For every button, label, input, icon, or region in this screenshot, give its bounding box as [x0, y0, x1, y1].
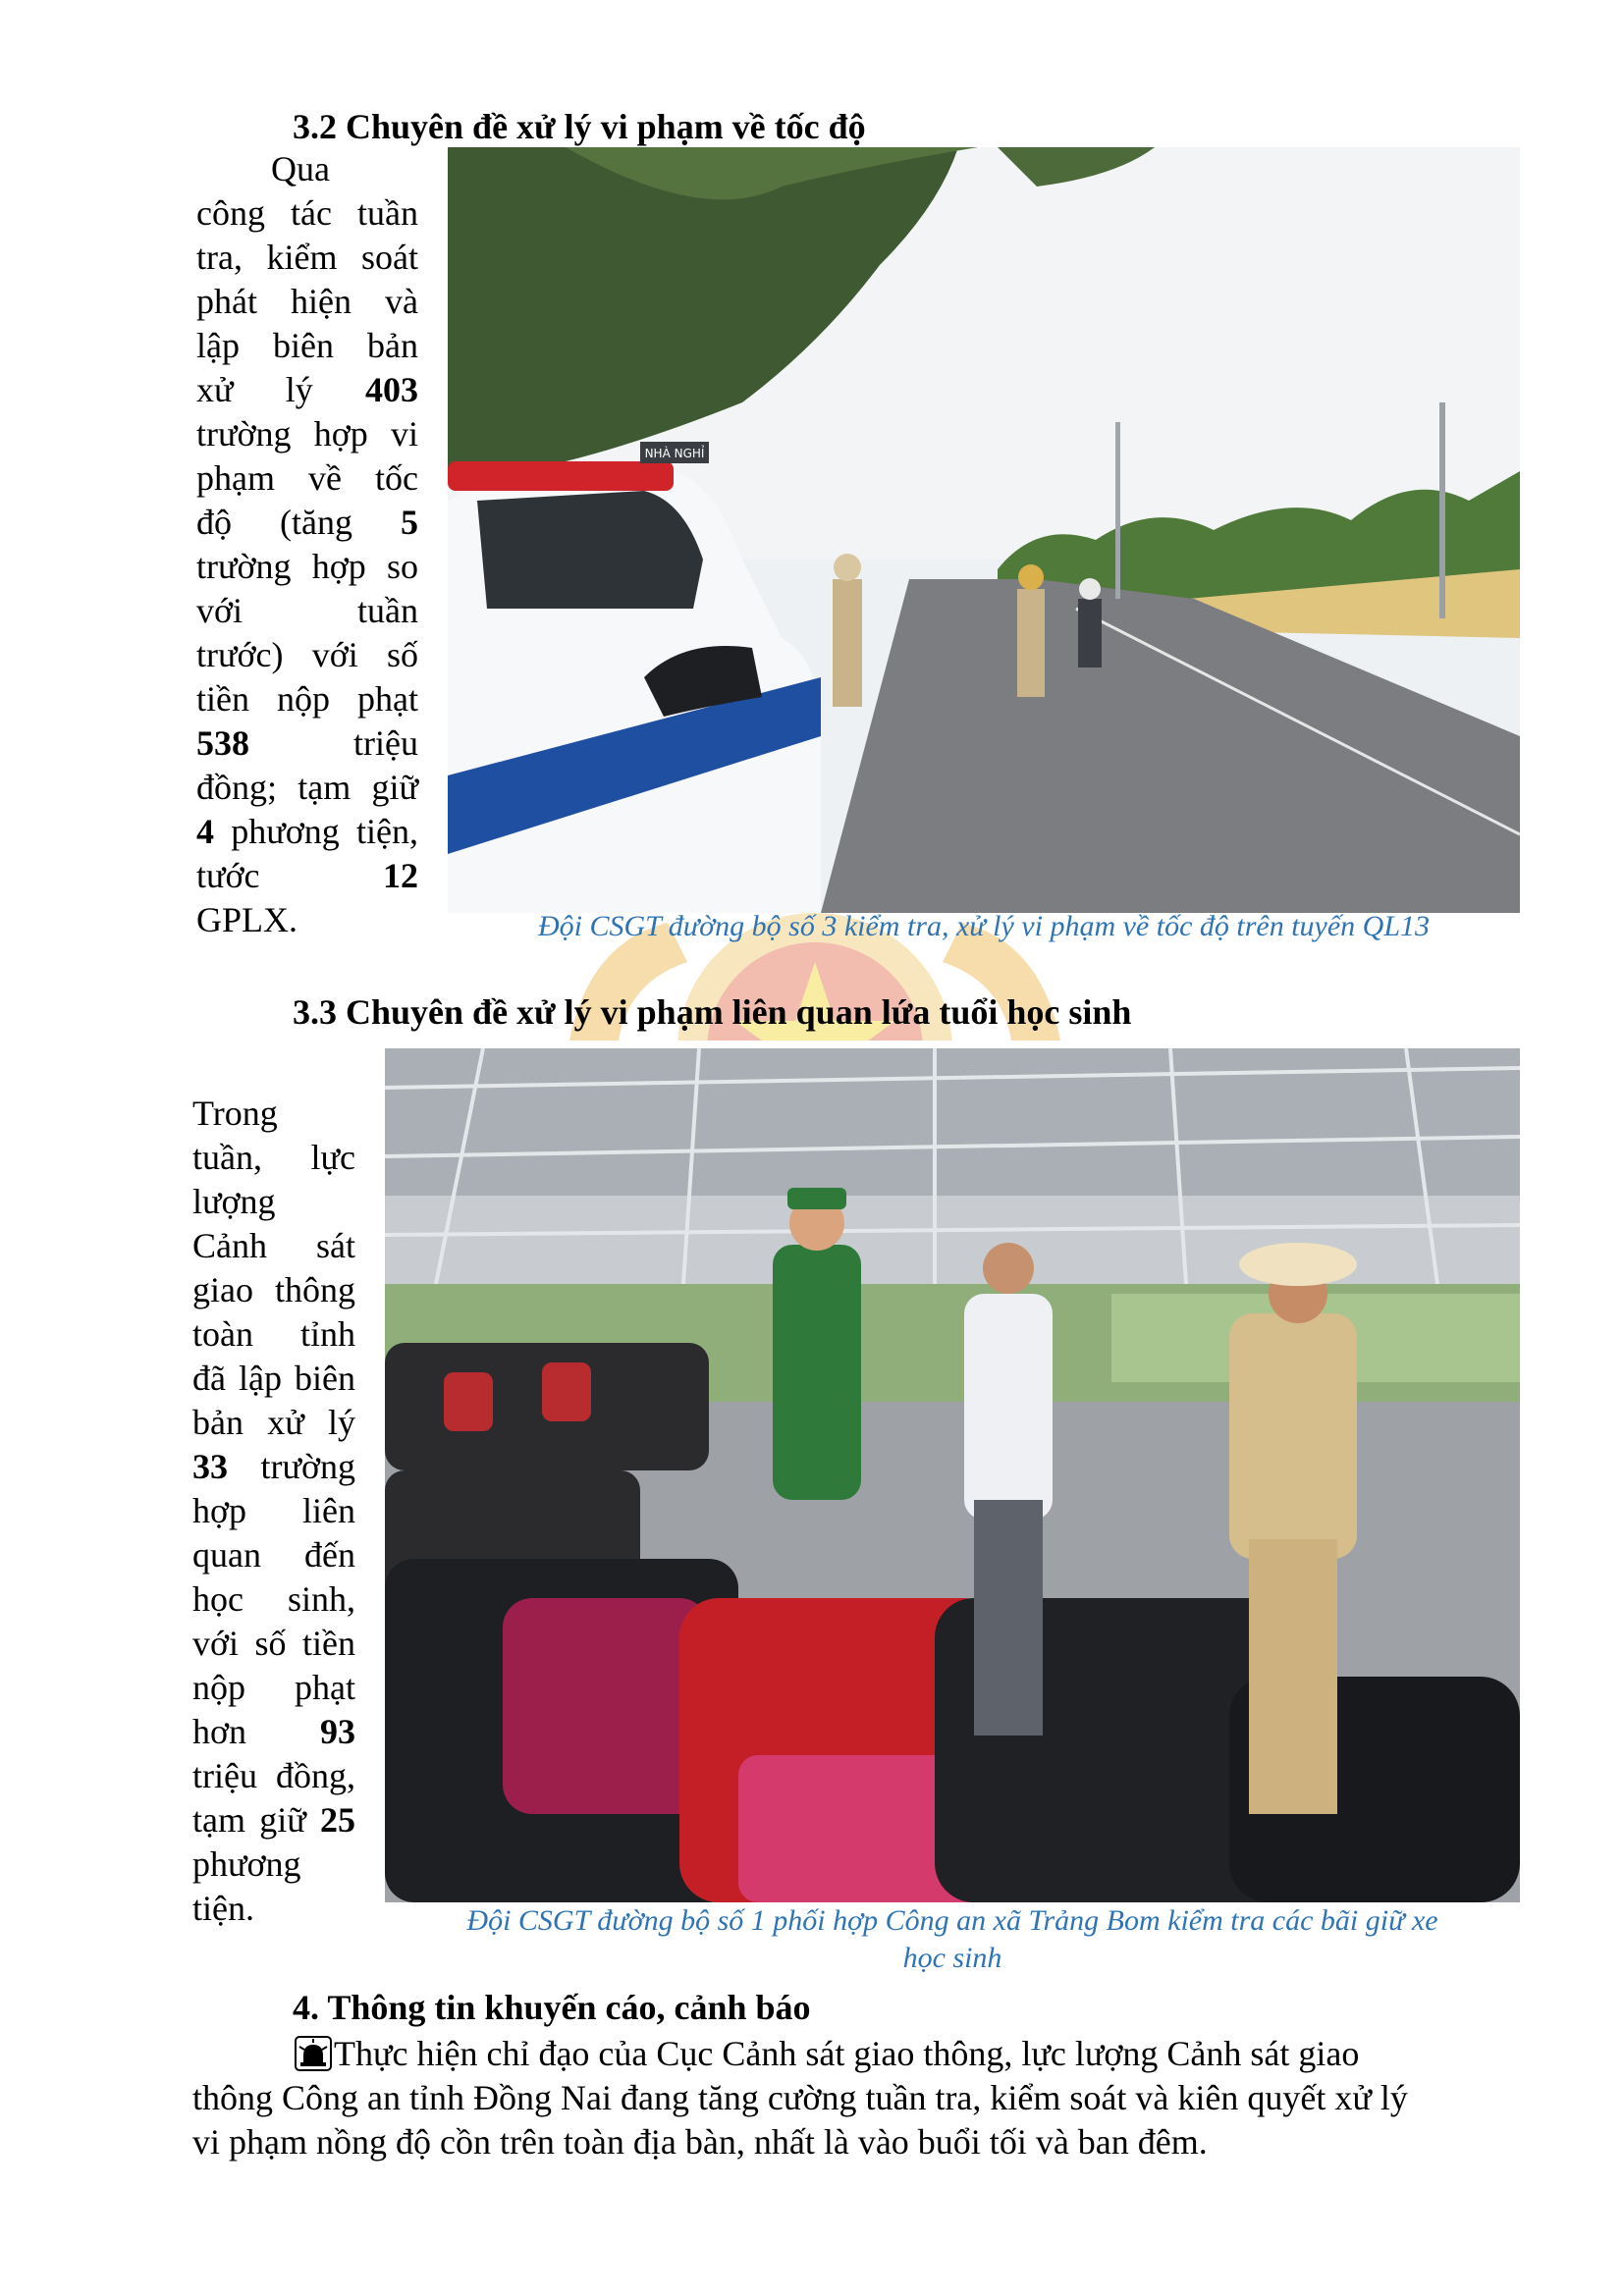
body-line: bản xử lý	[192, 1403, 355, 1442]
body-line: phương	[192, 1844, 301, 1884]
speed-enforcement-photo	[448, 147, 1520, 913]
body-line: Trong	[192, 1094, 278, 1133]
body-line: Cảnh sát	[192, 1226, 355, 1265]
body-line: GPLX.	[196, 900, 298, 939]
body-line: lập biên bản	[196, 326, 418, 365]
section-3-2-heading: 3.2 Chuyên đề xử lý vi phạm về tốc độ	[293, 107, 866, 146]
body-line: phạm về tốc	[196, 458, 418, 498]
body-line: tạm giữ 25	[192, 1800, 355, 1840]
section-3-2-body	[196, 147, 418, 942]
body-line: hợp liên	[192, 1491, 355, 1530]
body-line: tra, kiểm soát	[196, 238, 418, 277]
section-3-3-body	[192, 1092, 355, 1931]
body-line: triệu đồng,	[192, 1756, 355, 1795]
body-line: với số tiền	[192, 1624, 355, 1663]
body-line: 4 phương tiện,	[196, 812, 418, 851]
body-line: lượng	[192, 1182, 276, 1221]
section-4-line-3: vi phạm nồng độ cồn trên toàn địa bàn, nhất là vào buổi tối và ban đêm.	[192, 2122, 1208, 2162]
body-line: Qua	[271, 149, 330, 188]
body-line: tuần, lực	[192, 1138, 355, 1177]
body-line: hơn 93	[192, 1712, 355, 1751]
body-line: phát hiện và	[196, 282, 418, 321]
alarm-bell-icon	[295, 2036, 332, 2071]
body-line: trường hợp vi	[196, 414, 418, 454]
body-line: tiện.	[192, 1889, 254, 1928]
body-line: toàn tỉnh	[192, 1314, 355, 1354]
body-line: học sinh,	[192, 1579, 355, 1619]
body-line: độ (tăng 5	[196, 503, 418, 542]
body-line: tước 12	[196, 856, 418, 895]
section-4-line-1: Thực hiện chỉ đạo của Cục Cảnh sát giao thông, lực lượng Cảnh sát giao	[334, 2034, 1360, 2073]
body-line: trước) với số	[196, 635, 418, 674]
body-line: 538 triệu	[196, 723, 418, 763]
body-line: tiền nộp phạt	[196, 679, 418, 719]
body-line: 33 trường	[192, 1447, 355, 1486]
photo-caption-school	[385, 1902, 1520, 1977]
body-line: với tuần	[196, 591, 418, 630]
section-4-paragraph	[192, 2032, 1510, 2164]
section-4-heading: 4. Thông tin khuyến cáo, cảnh báo	[293, 1988, 811, 2027]
body-line: giao thông	[192, 1270, 355, 1309]
body-line: quan đến	[192, 1535, 355, 1575]
photo-sign-text: NHÀ NGHỈ	[644, 447, 705, 460]
section-4-line-2: thông Công an tỉnh Đồng Nai đang tăng cường tuần tra, kiểm soát và kiên quyết xử lý	[192, 2078, 1408, 2117]
body-line: đã lập biên	[192, 1359, 355, 1398]
body-line: đồng; tạm giữ	[196, 768, 418, 807]
school-parking-photo	[385, 1048, 1520, 1902]
body-line: nộp phạt	[192, 1668, 355, 1707]
body-line: trường hợp so	[196, 547, 418, 586]
body-line: công tác tuần	[196, 193, 418, 233]
section-3-3-heading: 3.3 Chuyên đề xử lý vi phạm liên quan lứa tuổi học sinh	[293, 992, 1132, 1032]
photo-caption-speed: Đội CSGT đường bộ số 3 kiểm tra, xử lý vi phạm về tốc độ trên tuyến QL13	[537, 910, 1431, 942]
body-line: xử lý 403	[196, 370, 418, 409]
photo-caption-school-line1: Đội CSGT đường bộ số 1 phối hợp Công an xã Trảng Bom kiểm tra các bãi giữ xe	[466, 1904, 1438, 1937]
photo-caption-school-line2: học sinh	[902, 1942, 1002, 1974]
